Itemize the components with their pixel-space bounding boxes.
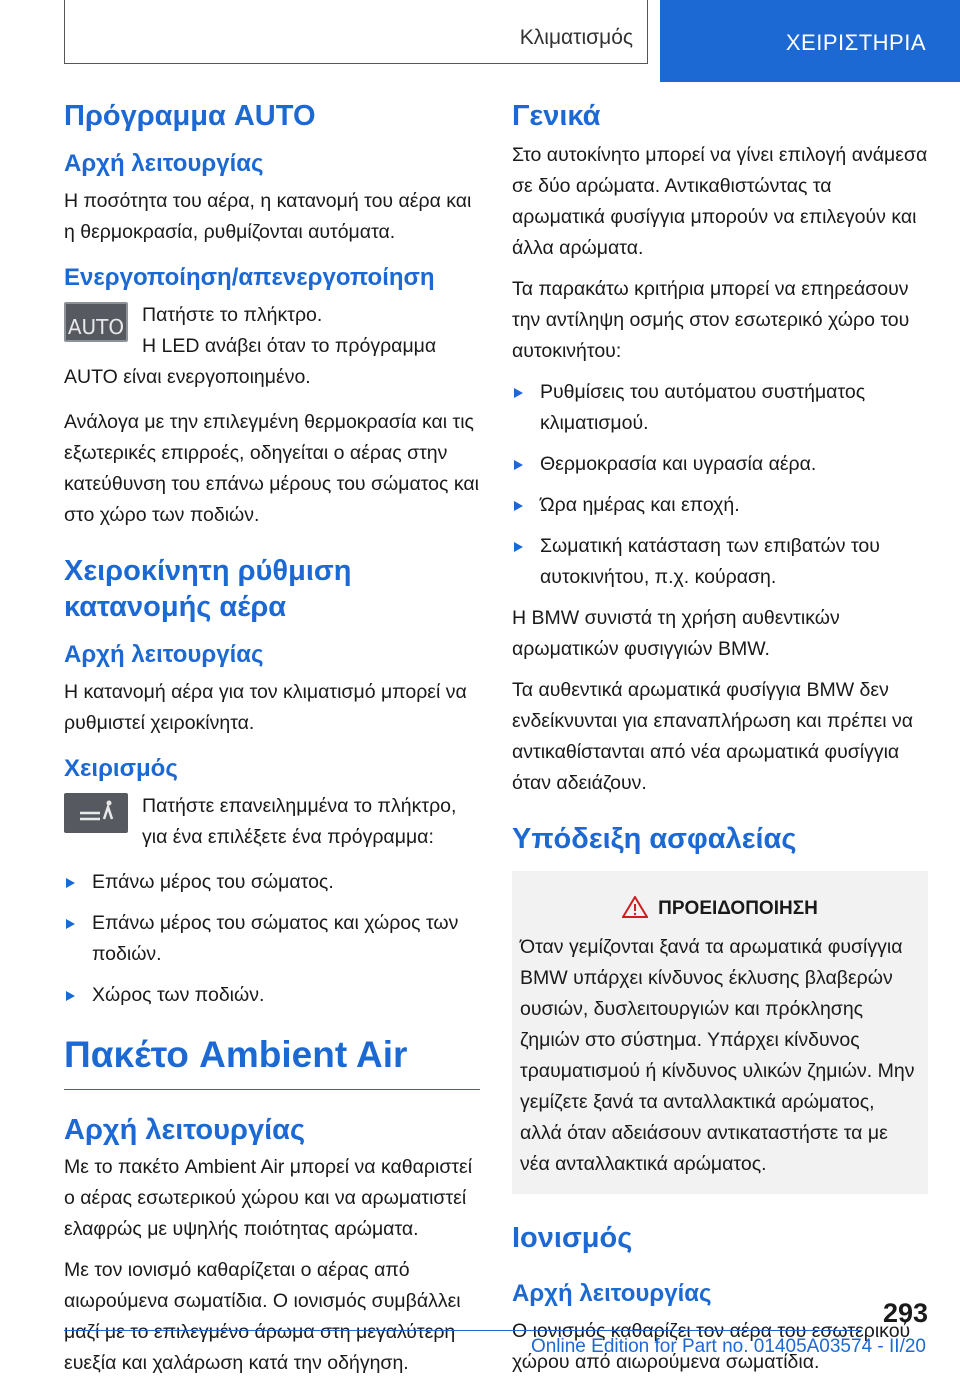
bullet-triangle-icon <box>514 542 523 552</box>
list-item: Επάνω μέρος του σώματος και χώρος των ποδιών. <box>64 908 480 970</box>
instruction-text: Πατήστε επανειλημμένα το πλήκτρο, για ένα επιλέξετε ένα πρόγραμμα: <box>142 795 457 848</box>
paragraph: Στο αυτοκίνητο μπορεί να γίνει επιλογή ανάμεσα σε δύο αρώματα. Αντικαθιστώντας τα αρωματικά φυσίγγια μπορούν να επιλεγούν και άλλα αρώματα. <box>512 144 928 259</box>
criteria-list <box>512 377 928 593</box>
bullet-triangle-icon <box>514 460 523 470</box>
paragraph: Ο ιονισμός καθαρίζει τον αέρα του εσωτερικού χώρου από αιωρούμενα σωματίδια. <box>512 1320 911 1373</box>
paragraph: Ανάλογα με την επιλεγμένη θερμοκρασία και τις εξωτερικές επιρροές, οδηγείται ο αέρας στην κατεύθυνση του επάνω μέρους του σώματος και στο χώρο των ποδιών. <box>64 411 479 526</box>
header-section-title: Κλιματισμός <box>519 26 633 49</box>
instruction-text: Η LED ανάβει όταν το πρόγραμμα AUTO είναι ενεργοποιημένο. <box>64 335 437 388</box>
paragraph: Η BMW συνιστά τη χρήση αυθεντικών αρωματικών φυσιγγιών BMW. <box>512 607 840 660</box>
bullet-triangle-icon <box>66 991 75 1001</box>
page-number: 293 <box>882 1298 928 1328</box>
subheading-activation: Ενεργοποίηση/απενεργοποίηση <box>64 264 435 291</box>
header-section-box <box>64 0 648 64</box>
right-column <box>512 98 928 1388</box>
subheading-principle: Αρχή λειτουργίας <box>64 641 264 668</box>
footer-edition: Online Edition for Part no. 01405A03574 - II/20 <box>530 1336 926 1357</box>
subheading-principle: Αρχή λειτουργίας <box>64 1114 306 1146</box>
air-distribution-icon <box>64 793 128 833</box>
paragraph: Η ποσότητα του αέρα, η κατανομή του αέρα και η θερμοκρασία, ρυθμίζονται αυτόματα. <box>64 190 472 243</box>
paragraph: Τα αυθεντικά αρωματικά φυσίγγια BMW δεν ενδείκνυνται για επαναπλήρωση και πρέπει να αντικαθίστανται από νέα αρωματικά φυσίγγια όταν αδειάζουν. <box>512 679 913 794</box>
paragraph: Η κατανομή αέρα για τον κλιματισμό μπορεί να ρυθμιστεί χειροκίνητα. <box>64 681 467 734</box>
footer-rule <box>64 1330 862 1331</box>
warning-title: ΠΡΟΕΙΔΟΠΟΙΗΣΗ <box>520 893 920 924</box>
list-item: Σωματική κατάσταση των επιβατών του αυτοκινήτου, π.χ. κούραση. <box>512 531 928 593</box>
bullet-triangle-icon <box>66 919 75 929</box>
heading-rule <box>64 1089 480 1090</box>
auto-button-icon: AUTO <box>64 302 128 342</box>
heading-manual-distribution: Χειροκίνητη ρύθμιση κατανομής αέρα <box>64 555 352 623</box>
list-item: Θερμοκρασία και υγρασία αέρα. <box>512 449 928 480</box>
list-item: Ρυθμίσεις του αυτόματου συστήματος κλιματισμού. <box>512 377 928 439</box>
instruction-text: Πατήστε το πλήκτρο. <box>142 304 323 326</box>
heading-auto-program: Πρόγραμμα AUTO <box>64 100 316 132</box>
distribution-button-instruction <box>64 791 480 853</box>
list-item: Χώρος των ποδιών. <box>64 980 480 1011</box>
bullet-triangle-icon <box>514 388 523 398</box>
bullet-triangle-icon <box>514 501 523 511</box>
header-chapter-title: ΧΕΙΡΙΣΤΗΡΙΑ <box>785 30 926 55</box>
subheading-principle: Αρχή λειτουργίας <box>64 150 264 177</box>
left-column <box>64 98 480 1389</box>
header-chapter-tab <box>660 0 960 82</box>
heading-ambient-air: Πακέτο Ambient Air <box>64 1034 408 1075</box>
warning-triangle-icon <box>622 896 648 918</box>
paragraph: Τα παρακάτω κριτήρια μπορεί να επηρεάσουν την αντίληψη οσμής στον εσωτερικό χώρο του αυτοκινήτου: <box>512 278 910 362</box>
list-item: Επάνω μέρος του σώματος. <box>64 867 480 898</box>
heading-safety-note: Υπόδειξη ασφαλείας <box>512 823 797 855</box>
paragraph: Με το πακέτο Ambient Air μπορεί να καθαριστεί ο αέρας εσωτερικού χώρου και να αρωματιστεί ελαφρώς με υψηλής ποιότητας αρώματα. <box>64 1156 473 1240</box>
warning-text: Όταν γεμίζονται ξανά τα αρωματικά φυσίγγια BMW υπάρχει κίνδυνος έκλυσης βλαβερών ουσιών, δυσλειτουργιών και πρόκλησης ζημιών στο σύστημα. Υπάρχει κίνδυνος τραυματισμού ή κίνδυνος υλικών ζημιών. Μην γεμίζετε ξανά τα ανταλλακτικά αρώματος, αλλά όταν αδειάσουν αντικαταστήστε τα με νέα ανταλλακτικά αρώματος. <box>520 936 915 1175</box>
auto-button-instruction <box>64 300 480 393</box>
distribution-options-list <box>64 867 480 1011</box>
list-item: Ώρα ημέρας και εποχή. <box>512 490 928 521</box>
heading-general: Γενικά <box>512 100 601 132</box>
bullet-triangle-icon <box>66 878 75 888</box>
subheading-operation: Χειρισμός <box>64 755 178 782</box>
subheading-principle: Αρχή λειτουργίας <box>512 1280 712 1307</box>
warning-box <box>512 871 928 1194</box>
paragraph: Με τον ιονισμό καθαρίζεται ο αέρας από αιωρούμενα σωματίδια. Ο ιονισμός συμβάλλει μαζί με το επιλεγμένο άρωμα στη μεγαλύτερη ευεξία και χαλάρωση κατά την οδήγηση. <box>64 1259 461 1374</box>
heading-ionization: Ιονισμός <box>512 1222 633 1254</box>
